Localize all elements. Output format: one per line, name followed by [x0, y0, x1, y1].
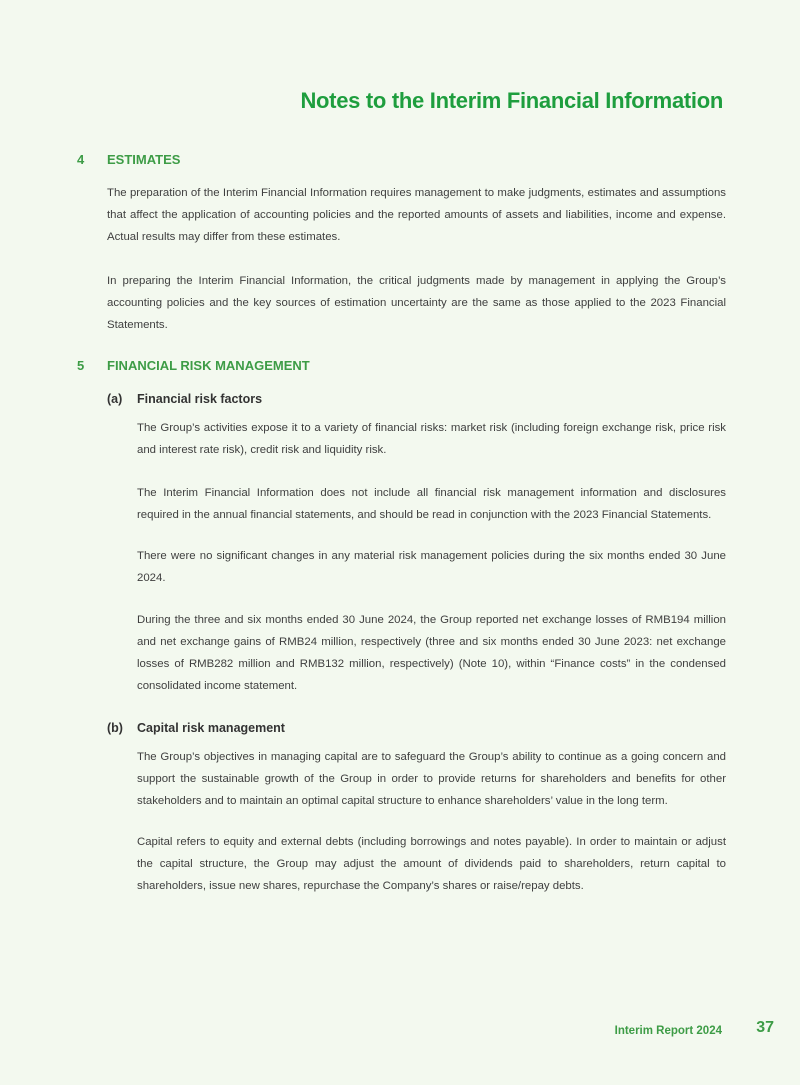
- paragraph: The preparation of the Interim Financial Information requires management to make judgments, estimates and assumptions that affect the application of accounting policies and the reported amounts of assets and liabilities, income and expense. Actual results may differ from these estimates.: [107, 187, 726, 243]
- page-number: 37: [756, 1019, 774, 1036]
- paragraph: There were no significant changes in any material risk management policies during the six months ended 30 June 2024.: [137, 550, 726, 584]
- subsection-title: Financial risk factors: [137, 392, 263, 406]
- paragraph: The Interim Financial Information does not include all financial risk management information and disclosures required in the annual financial statements, and should be read in conjunction with the 2023 Financial Statements.: [137, 487, 726, 521]
- subsection-letter: (b): [107, 721, 123, 735]
- paragraph: The Group’s activities expose it to a variety of financial risks: market risk (including foreign exchange risk, price risk and interest rate risk), credit risk and liquidity risk.: [137, 422, 726, 456]
- section-heading-financial-risk-management: [77, 358, 310, 373]
- section-number: 4: [77, 152, 85, 167]
- section-title: ESTIMATES: [107, 152, 181, 167]
- paragraph: During the three and six months ended 30 June 2024, the Group reported net exchange losses of RMB194 million and net exchange gains of RMB24 million, respectively (three and six months ended 30 June 2023: net exchange losses of RMB282 million and RMB132 million, respectively) (Note 10), within “Finance costs” in the condensed consolidated income statement.: [137, 614, 726, 692]
- subsection-heading-capital-risk-management: [107, 721, 285, 735]
- page-title: Notes to the Interim Financial Information: [300, 88, 723, 113]
- section-number: 5: [77, 358, 85, 373]
- section-title: FINANCIAL RISK MANAGEMENT: [107, 358, 310, 373]
- subsection-letter: (a): [107, 392, 123, 406]
- paragraph: Capital refers to equity and external debts (including borrowings and notes payable). In order to maintain or adjust the capital structure, the Group may adjust the amount of dividends paid to shareholders, return capital to shareholders, issue new shares, repurchase the Company’s shares or raise/repay debts.: [137, 836, 726, 892]
- section-heading-estimates: [77, 152, 180, 167]
- subsection-heading-financial-risk-factors: [107, 392, 262, 406]
- subsection-title: Capital risk management: [137, 721, 285, 735]
- footer-report-label: Interim Report 2024: [614, 1025, 722, 1037]
- paragraph: The Group’s objectives in managing capital are to safeguard the Group’s ability to continue as a going concern and support the sustainable growth of the Group in order to provide returns for shareholders and benefits for other stakeholders and to maintain an optimal capital structure to enhance shareholders’ value in the long term.: [137, 751, 726, 807]
- paragraph: In preparing the Interim Financial Information, the critical judgments made by management in applying the Group’s accounting policies and the key sources of estimation uncertainty are the same as those applied to the 2023 Financial Statements.: [107, 275, 726, 331]
